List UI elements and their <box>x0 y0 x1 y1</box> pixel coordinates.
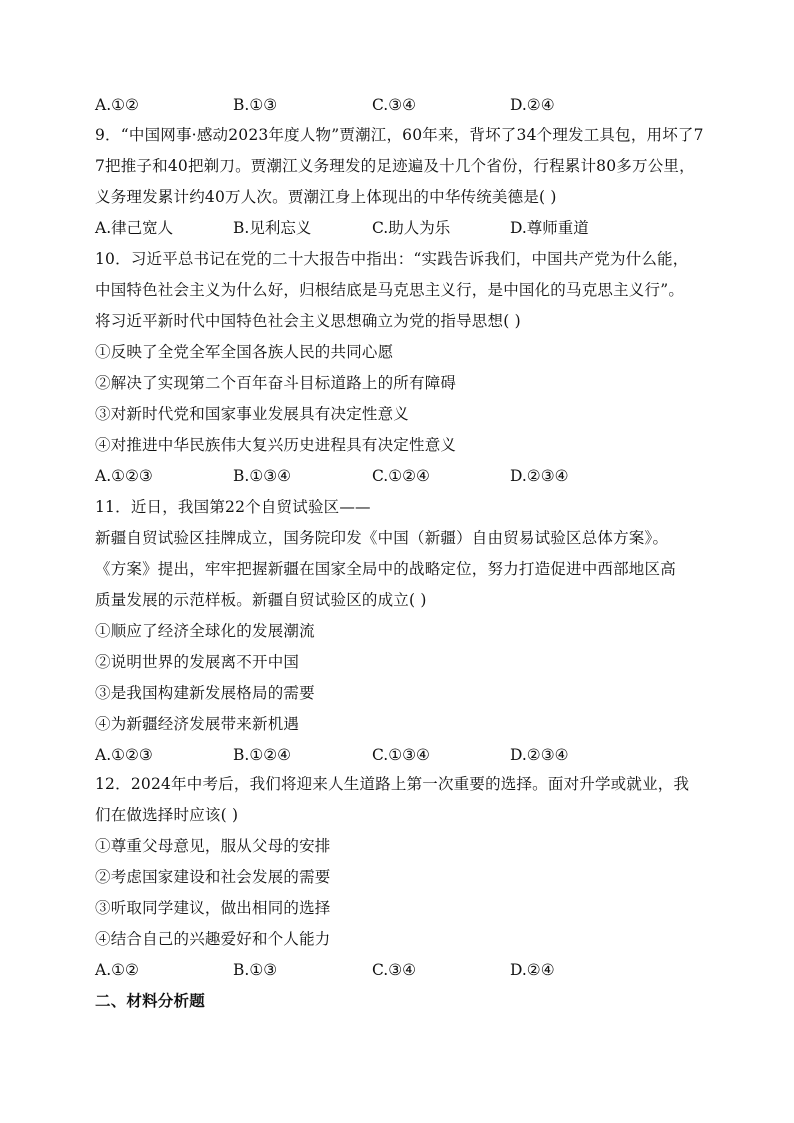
q12-option-b[interactable]: B.①③ <box>233 961 278 979</box>
q12-option-c[interactable]: C.③④ <box>372 961 417 979</box>
q12-statement-1: ①尊重父母意见，服从父母的安排 <box>95 837 331 855</box>
section-heading: 二、材料分析题 <box>95 992 205 1010</box>
q11-option-a[interactable]: A.①②③ <box>95 746 153 764</box>
q11-statement-3: ③是我国构建新发展格局的需要 <box>95 684 315 702</box>
q8-option-a[interactable]: A.①② <box>95 96 139 114</box>
q11-stem-line-4: 质量发展的示范样板。新疆自贸试验区的成立( ) <box>95 591 427 609</box>
q8-option-c[interactable]: C.③④ <box>372 96 417 114</box>
q12-stem-line-2: 们在做选择时应该( ) <box>95 806 239 824</box>
q8-option-b[interactable]: B.①③ <box>233 96 278 114</box>
q10-stem-line-1: 10．习近平总书记在党的二十大报告中指出：“实践告诉我们，中国共产党为什么能， <box>95 250 689 268</box>
q11-stem-line-3: 《方案》提出，牢牢把握新疆在国家全局中的战略定位，努力打造促进中西部地区高 <box>95 560 676 578</box>
q11-stem-line-1: 11．近日，我国第22个自贸试验区—— <box>95 498 371 516</box>
q8-option-d[interactable]: D.②④ <box>510 96 555 114</box>
q10-option-d[interactable]: D.②③④ <box>510 467 569 485</box>
q12-statement-3: ③听取同学建议，做出相同的选择 <box>95 899 331 917</box>
q11-stem-line-2: 新疆自贸试验区挂牌成立，国务院印发《中国（新疆）自由贸易试验区总体方案》。 <box>95 529 669 547</box>
q11-statement-4: ④为新疆经济发展带来新机遇 <box>95 715 300 733</box>
q12-option-a[interactable]: A.①② <box>95 961 139 979</box>
q11-statement-1: ①顺应了经济全球化的发展潮流 <box>95 622 315 640</box>
q10-options <box>95 466 705 486</box>
q11-options <box>95 745 705 765</box>
q9-option-b[interactable]: B.见利忘义 <box>233 219 312 237</box>
q10-statement-2: ②解决了实现第二个百年奋斗目标道路上的所有障碍 <box>95 374 457 392</box>
q10-stem-line-2: 中国特色社会主义为什么好，归根结底是马克思主义行，是中国化的马克思主义行”。 <box>95 281 685 299</box>
q9-option-c[interactable]: C.助人为乐 <box>372 219 451 237</box>
q10-option-a[interactable]: A.①②③ <box>95 467 153 485</box>
q12-option-d[interactable]: D.②④ <box>510 961 555 979</box>
q12-stem-line-1: 12．2024年中考后，我们将迎来人生道路上第一次重要的选择。面对升学或就业，我 <box>95 775 690 793</box>
q11-statement-2: ②说明世界的发展离不开中国 <box>95 653 300 671</box>
q10-stem-line-3: 将习近平新时代中国特色社会主义思想确立为党的指导思想( ) <box>95 312 521 330</box>
q11-option-b[interactable]: B.①②④ <box>233 746 292 764</box>
q10-option-c[interactable]: C.①②④ <box>372 467 430 485</box>
q10-option-b[interactable]: B.①③④ <box>233 467 292 485</box>
q12-statement-2: ②考虑国家建设和社会发展的需要 <box>95 868 331 886</box>
q9-stem-line-3: 义务理发累计约40万人次。贾潮江身上体现出的中华传统美德是( ) <box>95 188 557 206</box>
q12-statement-4: ④结合自己的兴趣爱好和个人能力 <box>95 930 331 948</box>
q10-statement-3: ③对新时代党和国家事业发展具有决定性意义 <box>95 405 410 423</box>
q9-option-a[interactable]: A.律己宽人 <box>95 219 174 237</box>
q9-options <box>95 218 705 238</box>
q10-statement-1: ①反映了全党全军全国各族人民的共同心愿 <box>95 343 394 361</box>
q11-option-c[interactable]: C.①③④ <box>372 746 430 764</box>
q12-options <box>95 960 705 980</box>
q8-options <box>95 95 705 115</box>
q10-statement-4: ④对推进中华民族伟大复兴历史进程具有决定性意义 <box>95 436 457 454</box>
q11-option-d[interactable]: D.②③④ <box>510 746 569 764</box>
q9-option-d[interactable]: D.尊师重道 <box>510 219 589 237</box>
q9-stem-line-2: 7把推子和40把剃刀。贾潮江义务理发的足迹遍及十几个省份，行程累计80多万公里， <box>95 157 695 175</box>
q9-stem-line-1: 9．“中国网事·感动2023年度人物”贾潮江，60年来，背坏了34个理发工具包，用坏了7 <box>95 126 704 144</box>
